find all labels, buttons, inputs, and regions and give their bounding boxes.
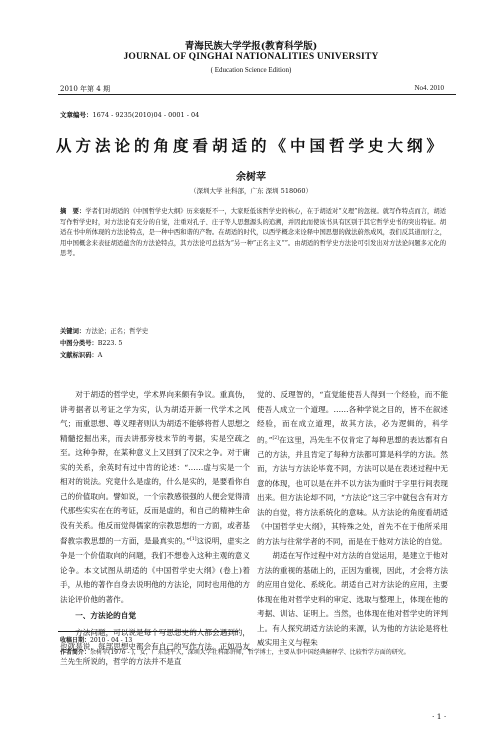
author-affiliation: （深圳大学 社科部，广东 深圳 518060） (189, 187, 312, 195)
author-bio-label: 作者简介： (60, 649, 91, 656)
left-paragraph-1-end: 这说明，虚实之争是一个价值取向的问题，我们不想卷入这种主观的意义论争。本文试图从胡适的《中国哲学史大纲》(卷上)着手，从他的著作自身去说明他的方法论，同时也用他的方法论评价他的著作。 (60, 536, 250, 604)
clc-label: 中图分类号： (60, 340, 98, 347)
author-bio-text: 余树苹(1976 - )，女，广东饶平人，深圳大学社科部讲师，哲学博士，主要从事中国经典解释学、比较哲学方面的研究。 (90, 649, 410, 656)
keywords-value: 方法论；正名；哲学史 (85, 328, 149, 335)
author-name: 余树苹 (236, 172, 266, 183)
left-paragraph-1 (60, 388, 250, 607)
right-column (257, 388, 448, 651)
journal-title-cn: 青海民族大学学报(教育科学版) (184, 41, 318, 52)
issue-label-en: No4. 2010 (414, 84, 444, 92)
journal-edition: ( Education Science Edition) (210, 66, 292, 74)
right-paragraph-1a: 觉的、反理智的，“直觉能使吾人得到一个经验，而不能使吾人成立一个道理。……各种学说之目的，皆不在叙述经验，而在成立道理，故其方法，必为逻辑的，科学的。” (257, 390, 448, 445)
footnote-divider (58, 631, 238, 632)
article-number-label: 文章编号： (60, 111, 93, 119)
left-paragraph-2: 方法问题，可以说是每个写思想史的人都会遇到的，也就是说，每部思想史都会有自己的写作方法。正如冯友兰先生所说的，哲学的方法并不是直 (60, 627, 250, 666)
document-code (60, 350, 102, 359)
article-number (60, 110, 199, 119)
header-divider (58, 94, 456, 95)
clc-value: B223. 5 (97, 340, 123, 347)
right-paragraph-1b: 在这里，冯先生不仅肯定了每种思想的表达都有自己的方法，并且肯定了每种方法都可算是科学的方法。然而，方法与方法论毕竟不同，方法可以是在表述过程中无意的体现，也可以是在并不以方法为重时于字里行间表现出来。但方法论却不同，“方法论”这三字中就包含有对方法的自觉，将方法系统化的意味。从方法论的角度看胡适《中国哲学史大纲》，其特殊之处，首先不在于他所采用的方法与往常学者的不同，而是在于他对方法论的自觉。 (257, 435, 448, 546)
article-number-value: 1674 - 9235(2010)04 - 0001 - 04 (92, 111, 200, 119)
abstract-label: 摘 要： (60, 208, 86, 215)
citation-1: [1] (190, 537, 197, 542)
clc-number (60, 338, 122, 347)
author-bio (60, 648, 450, 658)
document-code-value: A (97, 352, 103, 359)
section-heading-1: 一、方法论的自觉 (75, 611, 136, 621)
citation-2: [2] (272, 435, 279, 441)
keywords (60, 326, 148, 335)
paper-title: 从方法论的角度看胡适的《中国哲学史大纲》 (55, 137, 446, 155)
abstract (60, 207, 446, 260)
journal-title-en: JOURNAL OF QINGHAI NATIONALITIES UNIVERSITY (123, 52, 379, 62)
page-number: · 1 · (432, 712, 447, 721)
right-paragraph-2: 胡适在写作过程中对方法的自觉运用，是建立于他对方法的重视的基础上的，正因为重视，因此，才会将方法的应用自觉化、系统化。胡适自己对方法论的应用，主要体现在他对哲学史料的审定、选取与整理上，体现在他的考据、训诂、证明上。当然，也体现在他对哲学史的评判上。有人探究胡适方法论的来源，认为他的方法论是将杜威实用主义与程朱 (257, 551, 448, 648)
received-value: 2010 - 04 - 13 (90, 637, 133, 644)
received-label: 收稿日期： (60, 637, 91, 644)
issue-label-cn: 2010 年第 4 期 (60, 85, 110, 93)
document-code-label: 文献标识码： (60, 352, 98, 359)
abstract-text: 学者们对胡适的《中国哲学史大纲》历来褒贬不一，大家贬低该哲学史的核心，在于胡适对“义理”的忽视。就写作特点而言，胡适写作哲学史时，对方法论有充分的自觉，注重对孔子、庄子等人思想源头的追溯，并因此而使该书具有区别于其它哲学史书的突出特征。胡适在书中所体现的方法论特点，是一种中西和谐的产物。在胡适的时代，以西学概念来诠释中国思想的做法蔚然成风，我们反其道而行之，用中国概念来表征胡适蕴含的方法论特点，其方法论可总括为“另一种”正名主义“”。由胡适的哲学史方法论可引发出对方法论问题多元化的思考。 (60, 208, 446, 258)
left-paragraph-1-text: 对于胡适的哲学史，学术界向来颇有争议。重真伪，讲考据者以考证之学为实，认为胡适开新一代学术之风气；而重思想、尊义理者则认为胡适不能够将哲人思想之精髓挖掘出来，而去讲那旁枝末节的考据，实是空疏之至。这种争辩，在某种意义上又回到了汉宋之争。对于庸实的关系，余英时有过中肯的论述：“……虚与实是一个相对的说法。究竟什么是虚的，什么是实的，是要看你自己的价值取向。譬如说，一个宗教感很强的人便会觉得清代那些实实在在的考证，反而是虚的，和自己的精神生命没有关系。他反而觉得儒家的宗教思想的一方面，或者基督教宗教思想的一方面，是最真实的。” (60, 390, 250, 546)
received-date (60, 636, 450, 646)
keywords-label: 关键词： (60, 328, 86, 335)
left-column (60, 388, 250, 669)
right-paragraph-1 (257, 388, 448, 549)
